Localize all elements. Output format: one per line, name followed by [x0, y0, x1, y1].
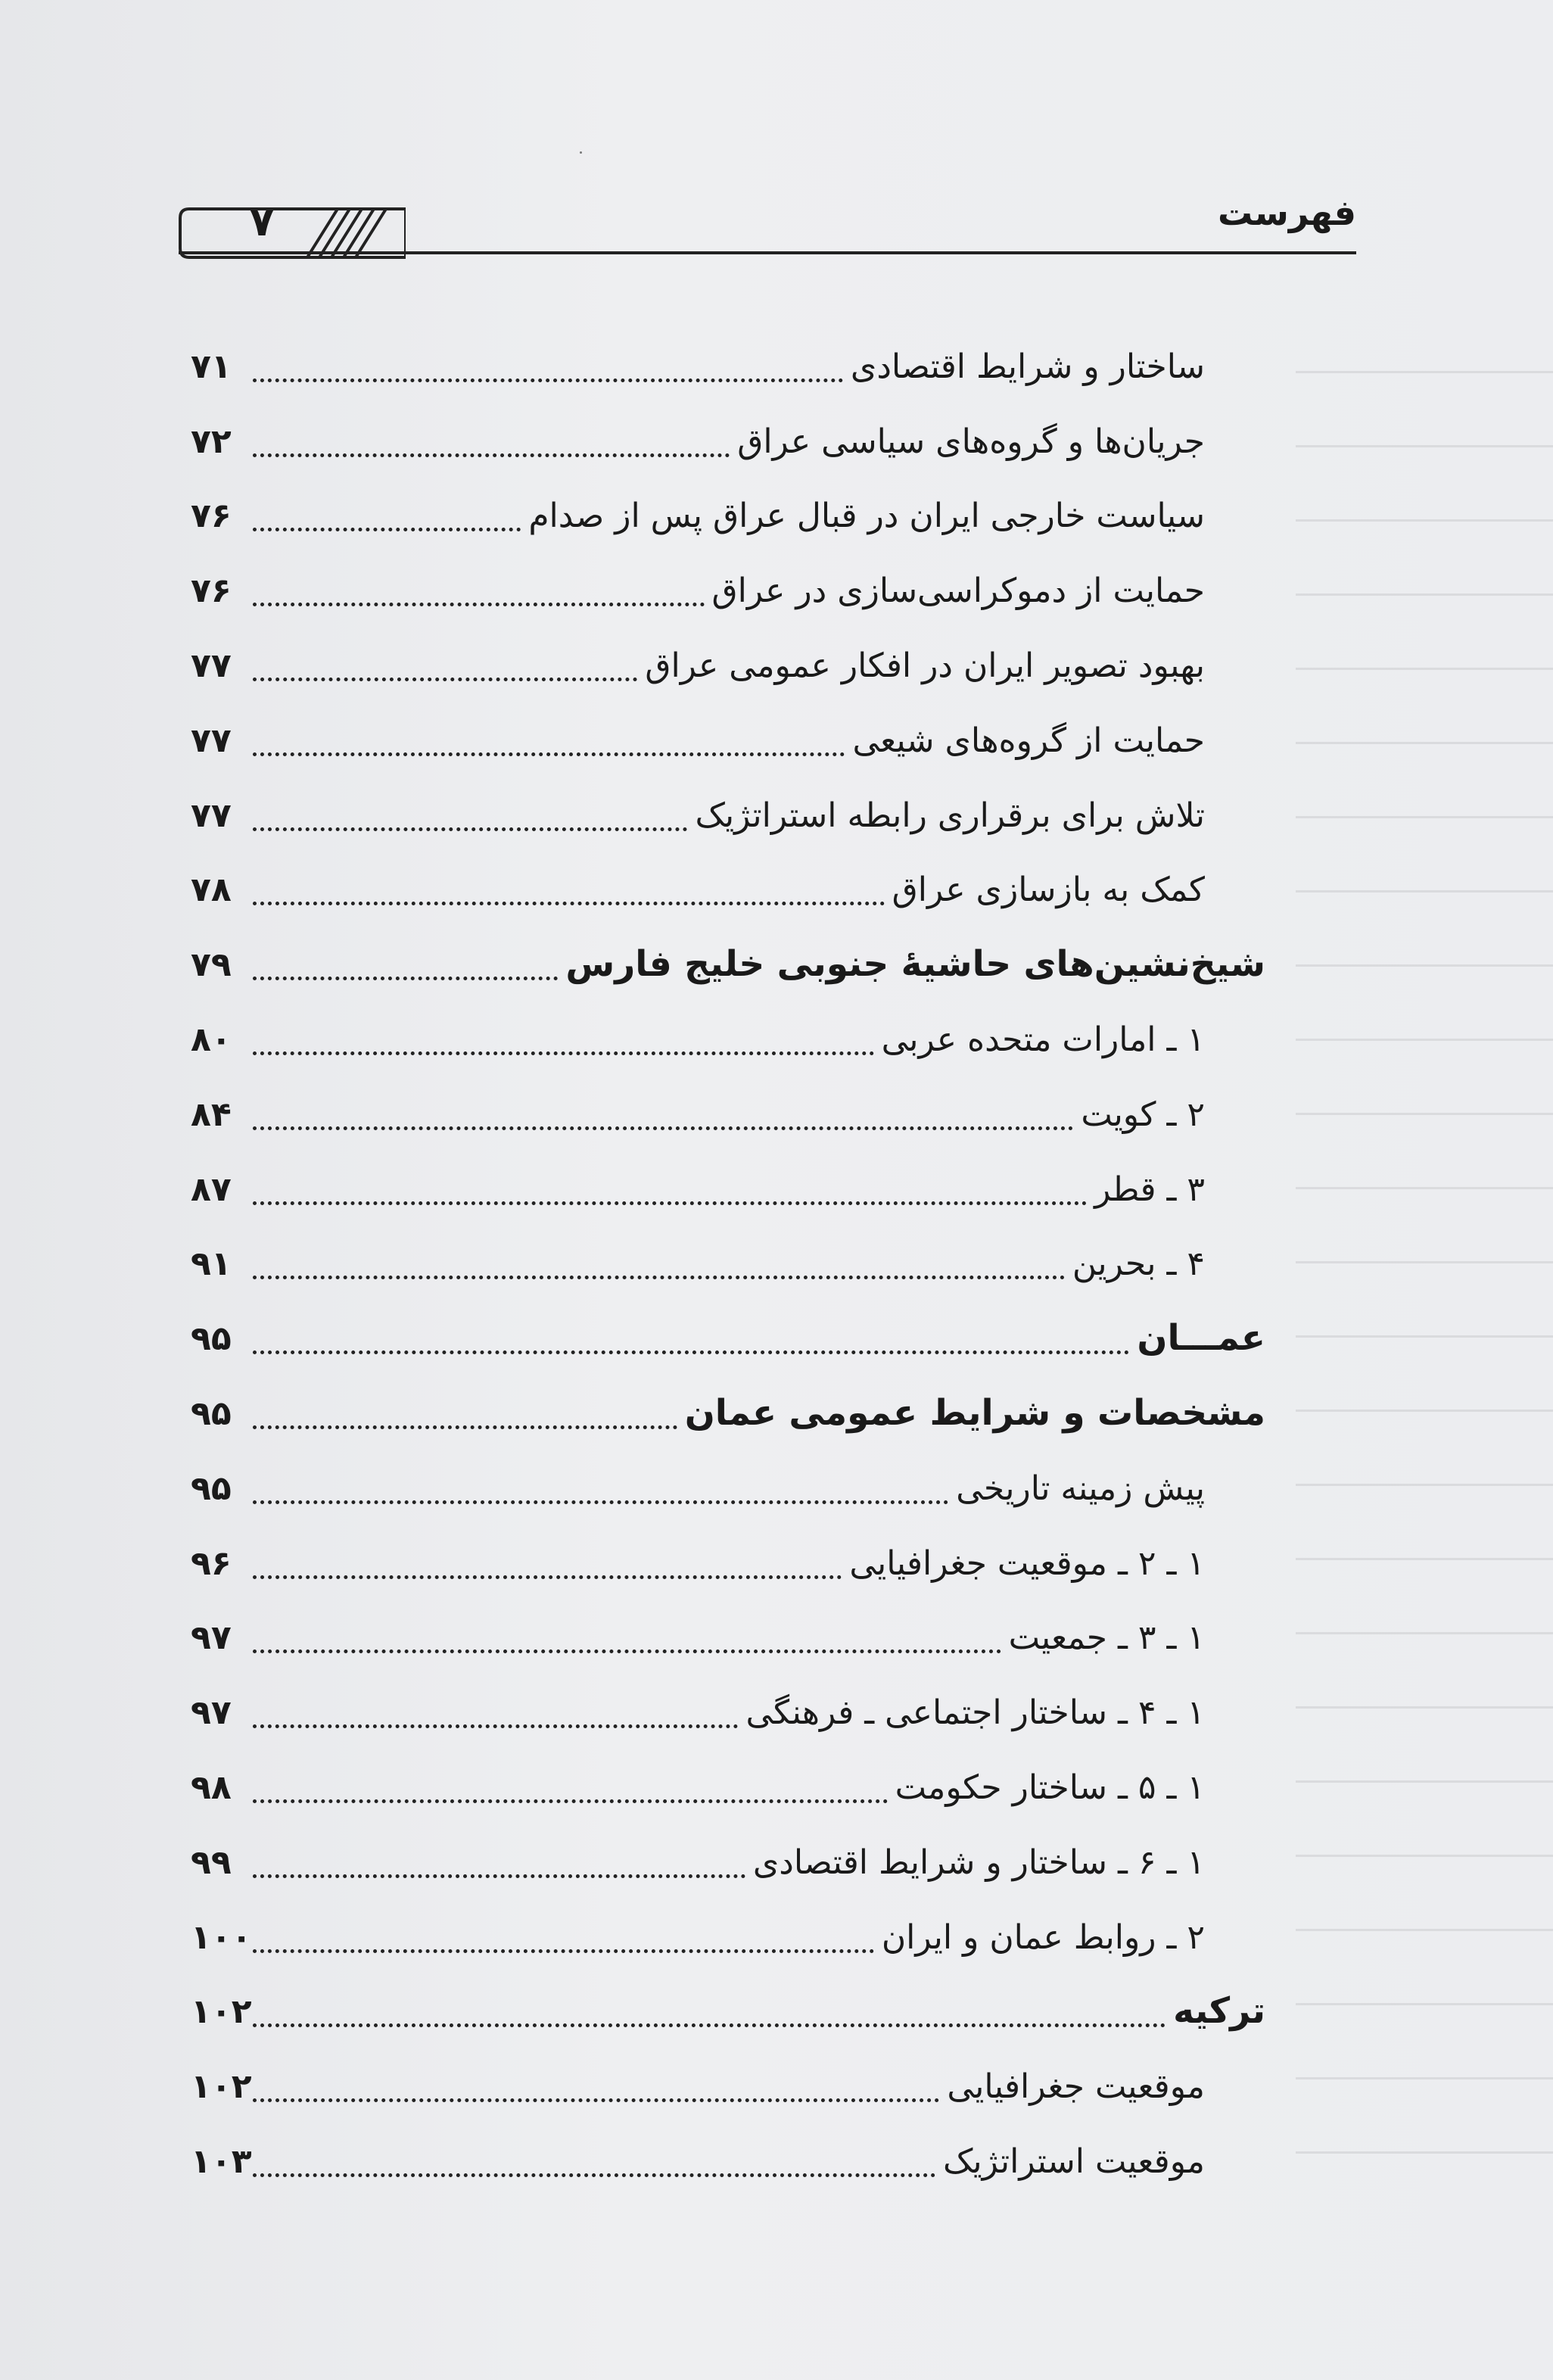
show-through-text: [1296, 303, 1553, 2195]
toc-entry: [191, 1593, 1265, 1668]
toc-page-number: ۷۸: [191, 871, 232, 910]
header-title: فهرست: [1217, 192, 1356, 233]
toc-entry: [191, 545, 1265, 620]
toc-page-number: ۷۶: [191, 572, 232, 611]
toc-leader-dots: [253, 2023, 1166, 2027]
toc-entry-title: ۴ ـ بحرین: [1072, 1245, 1205, 1284]
toc-page-number: ۹۹: [191, 1843, 232, 1882]
page-header: [179, 188, 1356, 286]
toc-page-number: ۷۷: [191, 646, 232, 685]
toc-leader-dots: [253, 1276, 1065, 1279]
toc-entry: [191, 620, 1265, 695]
toc-entry-title: جریان‌ها و گروه‌های سیاسی عراق: [737, 422, 1205, 461]
toc-page-number: ۸۰: [191, 1020, 232, 1059]
toc-entry-title: ترکیه: [1173, 1990, 1265, 2033]
toc-page-number: ۷۶: [191, 497, 232, 536]
toc-entry: [191, 1967, 1265, 2042]
toc-leader-dots: [253, 1575, 842, 1579]
toc-leader-dots: [253, 827, 687, 831]
toc-page-number: ۹۵: [191, 1469, 232, 1508]
toc-leader-dots: [253, 1051, 874, 1055]
toc-entry-title: ۱ ـ ۲ ـ موقعیت جغرافیایی: [849, 1544, 1205, 1583]
toc-entry-title: ۲ ـ کویت: [1081, 1095, 1205, 1134]
toc-entry-title: ۱ ـ ۵ ـ ساختار حکومت: [895, 1768, 1205, 1807]
toc-page-number: ۹۵: [191, 1319, 232, 1359]
toc-leader-dots: [253, 603, 705, 606]
toc-page-number: ۱۰۰: [191, 1917, 252, 1957]
toc-entry-title: ۳ ـ قطر: [1094, 1170, 1205, 1209]
toc-entry: [191, 994, 1265, 1069]
toc-page-number: ۹۶: [191, 1544, 232, 1583]
toc-entry-title: موقعیت جغرافیایی: [947, 2067, 1205, 2107]
toc-leader-dots: [253, 977, 558, 980]
toc-page-number: ۷۹: [191, 945, 232, 985]
toc-page-number: ۷۷: [191, 721, 232, 760]
toc-entry: [191, 1069, 1265, 1144]
toc-leader-dots: [253, 2098, 939, 2102]
toc-entry-title: ۱ ـ ۳ ـ جمعیت: [1008, 1618, 1205, 1658]
toc-leader-dots: [253, 1874, 745, 1878]
toc-entry-title: تلاش برای برقراری رابطه استراتژیک: [695, 796, 1205, 835]
toc-leader-dots: [253, 1350, 1129, 1354]
toc-entry-title: حمایت از گروه‌های شیعی: [852, 721, 1205, 760]
toc-entry-title: بهبود تصویر ایران در افکار عمومی عراق: [645, 646, 1205, 685]
toc-page-number: ۱۰۲: [191, 1992, 252, 2032]
toc-entry: [191, 1368, 1265, 1443]
toc-entry: [191, 1518, 1265, 1593]
toc-entry: [191, 770, 1265, 845]
toc-leader-dots: [253, 1724, 738, 1728]
toc-leader-dots: [253, 678, 637, 681]
toc-leader-dots: [253, 1799, 888, 1803]
page-number: ۷: [250, 200, 274, 245]
toc-entry: [191, 1667, 1265, 1742]
toc-entry: [191, 1817, 1265, 1892]
toc-entry: [191, 1219, 1265, 1294]
toc-entry: [191, 695, 1265, 770]
toc-page-number: ۸۷: [191, 1170, 232, 1209]
toc-entry: [191, 845, 1265, 920]
toc-entry-title: حمایت از دموکراسی‌سازی در عراق: [711, 572, 1205, 611]
toc-entry-title: ۲ ـ روابط عمان و ایران: [881, 1917, 1205, 1957]
toc-page-number: ۹۱: [191, 1245, 232, 1284]
toc-entry-title: کمک به بازسازی عراق: [892, 871, 1205, 910]
toc-entry-title: عمـــان: [1137, 1317, 1265, 1360]
toc-page-number: ۹۷: [191, 1618, 232, 1658]
toc-entry-title: ۱ ـ ۴ ـ ساختار اجتماعی ـ فرهنگی: [745, 1693, 1205, 1733]
toc-leader-dots: [253, 1649, 1001, 1653]
toc-entry-title: پیش زمینه تاریخی: [956, 1469, 1205, 1508]
toc-leader-dots: [253, 902, 885, 905]
toc-entry: [191, 1293, 1265, 1368]
toc-entry-title: سیاست خارجی ایران در قبال عراق پس از صدام: [528, 497, 1205, 536]
toc-leader-dots: [253, 1201, 1087, 1205]
toc-entry: [191, 471, 1265, 546]
toc-entry: [191, 2041, 1265, 2116]
toc-entry: [191, 321, 1265, 396]
toc-leader-dots: [253, 1126, 1073, 1130]
paper-speck: [580, 151, 582, 154]
toc-page-number: ۷۲: [191, 422, 232, 461]
toc-leader-dots: [253, 528, 521, 531]
toc-page-number: ۱۰۲: [191, 2067, 252, 2107]
toc-entry-title: ساختار و شرایط اقتصادی: [850, 347, 1205, 386]
toc-leader-dots: [253, 378, 843, 382]
toc-leader-dots: [253, 1425, 677, 1429]
toc-page-number: ۷۱: [191, 347, 232, 386]
toc-leader-dots: [253, 1949, 874, 1953]
toc-page-number: ۹۵: [191, 1394, 232, 1433]
toc-page-number: ۷۷: [191, 796, 232, 835]
toc-entry-title: شیخ‌نشین‌های حاشیهٔ جنوبی خلیج فارس: [565, 943, 1265, 986]
toc-entry: [191, 2116, 1265, 2191]
toc-entry-title: ۱ ـ امارات متحده عربی: [881, 1020, 1205, 1059]
toc-leader-dots: [253, 2173, 935, 2177]
toc-leader-dots: [253, 453, 730, 457]
toc-entry-title: ۱ ـ ۶ ـ ساختار و شرایط اقتصادی: [752, 1843, 1205, 1882]
toc-leader-dots: [253, 1500, 948, 1504]
toc-entry: [191, 1144, 1265, 1219]
toc-entry: [191, 919, 1265, 994]
toc-page-number: ۱۰۳: [191, 2142, 252, 2181]
table-of-contents: [191, 321, 1265, 2191]
toc-entry: [191, 1892, 1265, 1967]
toc-leader-dots: [253, 752, 845, 756]
toc-entry-title: موقعیت استراتژیک: [942, 2142, 1205, 2181]
toc-entry: [191, 396, 1265, 471]
toc-entry: [191, 1742, 1265, 1817]
toc-page-number: ۹۸: [191, 1768, 232, 1807]
toc-page-number: ۹۷: [191, 1693, 232, 1733]
toc-entry-title: مشخصات و شرایط عمومی عمان: [684, 1391, 1265, 1434]
toc-entry: [191, 1443, 1265, 1518]
toc-page-number: ۸۴: [191, 1095, 232, 1134]
